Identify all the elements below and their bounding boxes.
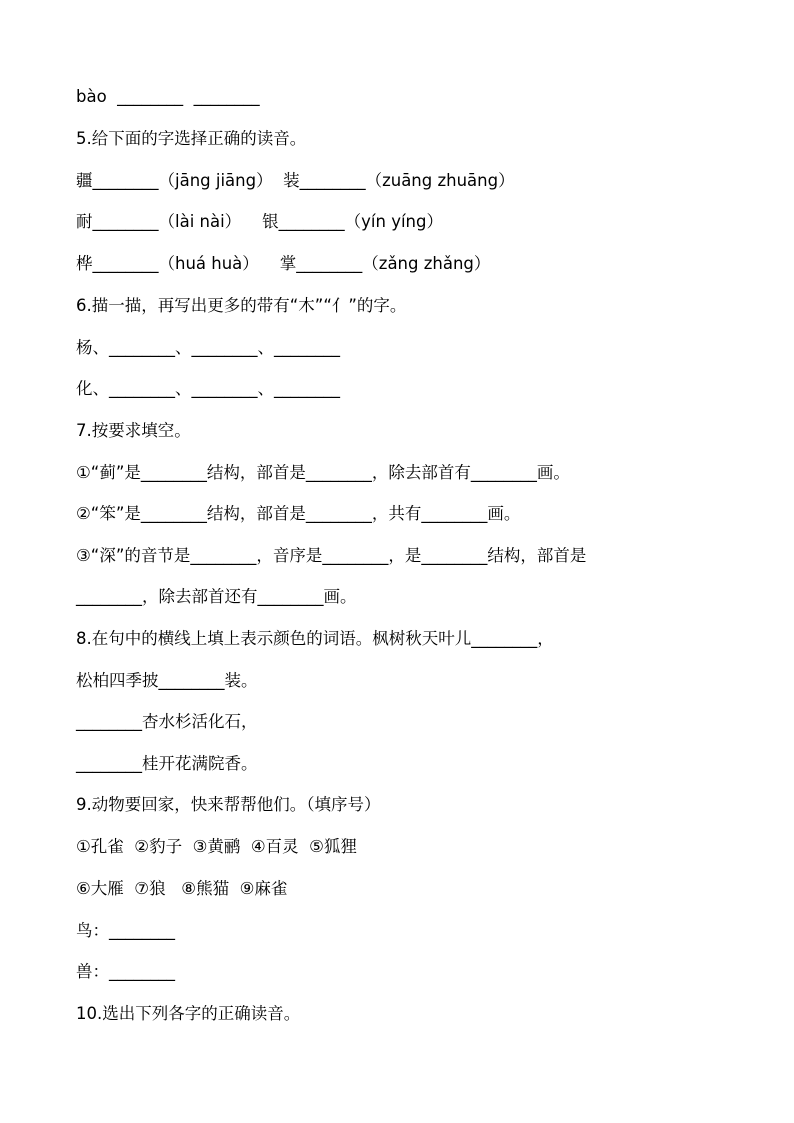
q9-answer-birds: 鸟：________ bbox=[76, 921, 175, 940]
q8-line-2: 松柏四季披________装。 bbox=[76, 671, 258, 690]
question-8-heading: 8.在句中的横线上填上表示颜色的词语。枫树秋天叶儿________， bbox=[76, 629, 554, 648]
question-9-heading: 9.动物要回家，快来帮帮他们。（填序号） bbox=[76, 795, 381, 814]
text-line-bao-blanks: bào ________ ________ bbox=[76, 87, 260, 106]
q7-item-3-continued: ________，除去部首还有________画。 bbox=[76, 587, 357, 606]
q9-options-row-2: ⑥大雁 ⑦狼 ⑧熊猫 ⑨麻雀 bbox=[76, 879, 288, 898]
q7-item-1: ①“蓟”是________结构，部首是________，除去部首有________画。 bbox=[76, 463, 570, 482]
q8-line-4: ________桂开花满院香。 bbox=[76, 754, 258, 773]
q5-row-1: 疆________（jāng jiāng） 装________（zuāng zhuāng） bbox=[76, 171, 515, 190]
q6-row-mu: 杨、________、________、________ bbox=[76, 338, 340, 357]
question-6-heading: 6.描一描，再写出更多的带有“木”“亻”的字。 bbox=[76, 296, 407, 315]
q5-row-2: 耐________（lài nài） 银________（yín yíng） bbox=[76, 212, 443, 231]
question-7-heading: 7.按要求填空。 bbox=[76, 421, 191, 440]
q5-row-3: 桦________（huá huà） 掌________（zǎng zhǎng） bbox=[76, 254, 491, 273]
question-10-heading: 10.选出下列各字的正确读音。 bbox=[76, 1004, 301, 1023]
q9-answer-beasts: 兽：________ bbox=[76, 962, 175, 981]
q7-item-2: ②“笨”是________结构，部首是________，共有________画。 bbox=[76, 504, 521, 523]
q9-options-row-1: ①孔雀 ②豹子 ③黄鹂 ④百灵 ⑤狐狸 bbox=[76, 837, 357, 856]
q8-line-3: ________杏水杉活化石， bbox=[76, 712, 258, 731]
question-5-heading: 5.给下面的字选择正确的读音。 bbox=[76, 129, 307, 148]
q6-row-ren: 化、________、________、________ bbox=[76, 379, 340, 398]
q7-item-3: ③“深”的音节是________，音序是________，是________结构，部首是 bbox=[76, 546, 587, 565]
